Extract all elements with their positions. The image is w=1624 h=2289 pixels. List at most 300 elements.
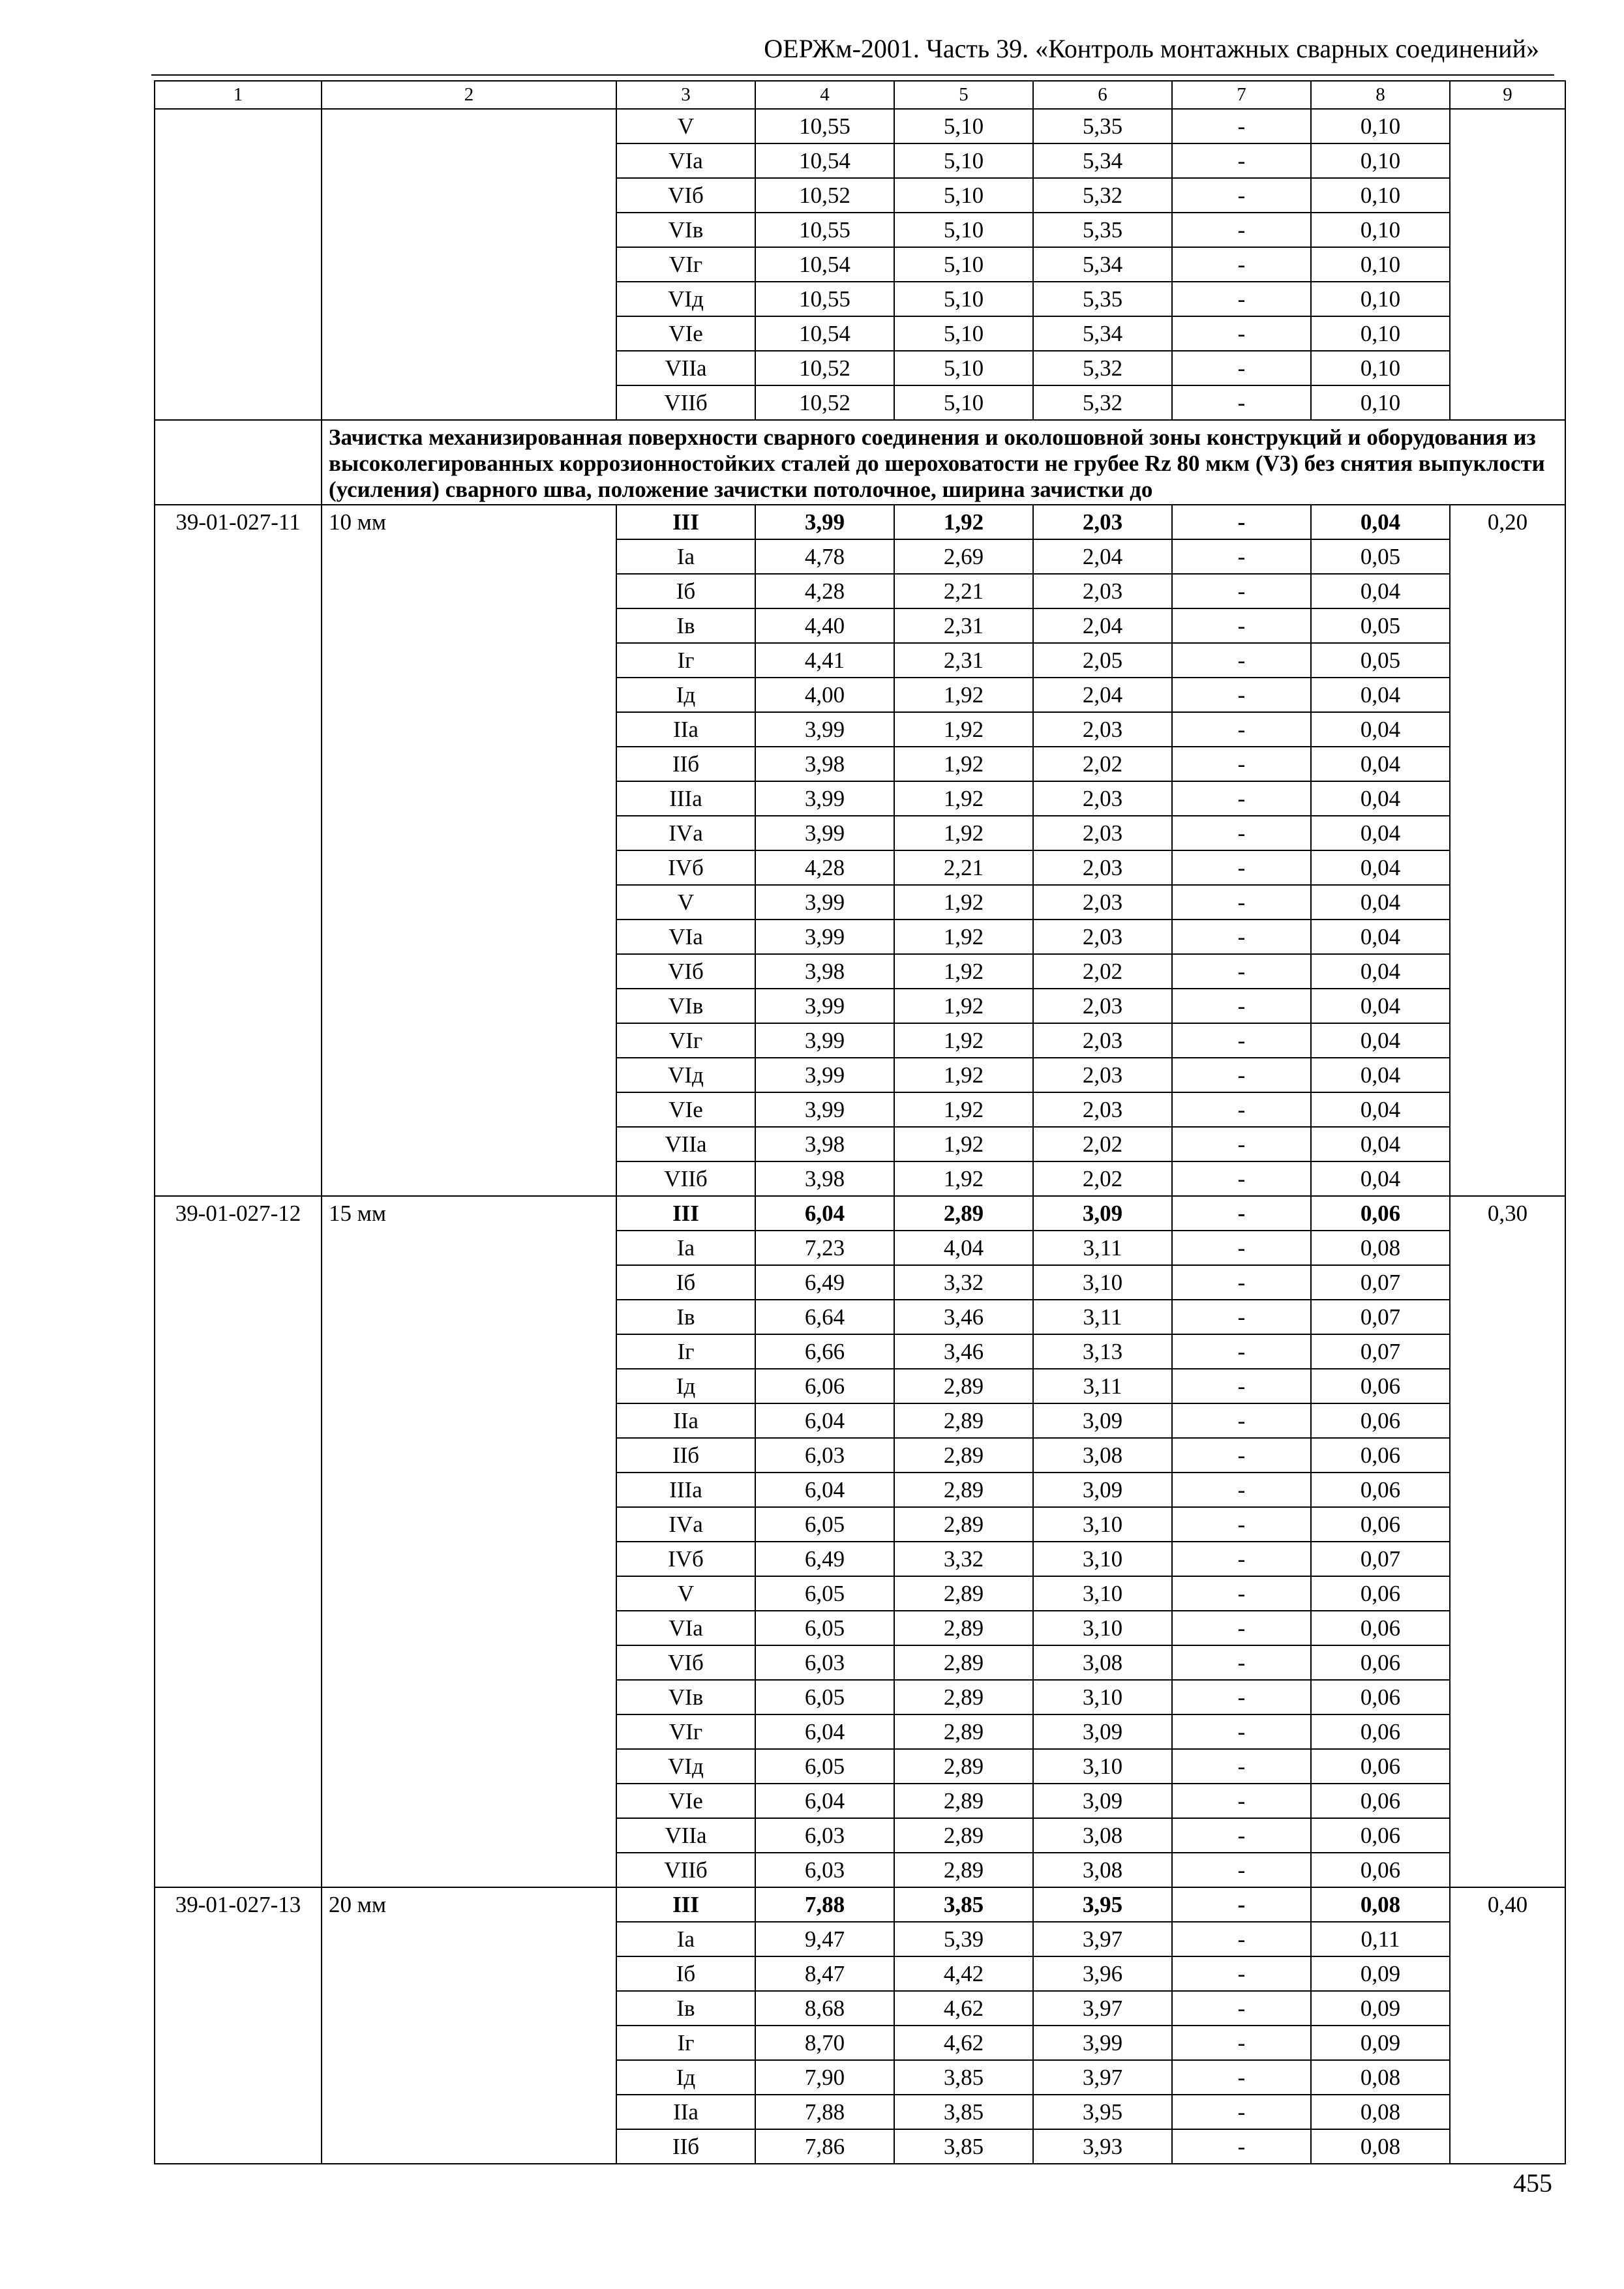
value-cell: 3,97 [1033,1991,1172,2026]
value-cell: 5,35 [1033,109,1172,143]
value-cell: VIв [616,989,755,1023]
value-cell: 0,06 [1311,1749,1450,1784]
col9-cell: 0,20 [1450,505,1565,1196]
value-cell: - [1172,574,1311,608]
value-cell: 6,04 [755,1403,894,1438]
value-cell: 8,47 [755,1956,894,1991]
running-header: ОЕРЖм-2001. Часть 39. «Контроль монтажных сварных соединений» [764,34,1539,63]
value-cell: 2,89 [894,1818,1033,1853]
value-cell: 2,89 [894,1645,1033,1680]
value-cell: 2,04 [1033,678,1172,712]
value-cell: VIIа [616,351,755,385]
value-cell: 3,85 [894,2060,1033,2095]
value-cell: 3,32 [894,1265,1033,1300]
value-cell: 0,05 [1311,608,1450,643]
value-cell: 2,03 [1033,781,1172,816]
value-cell: 1,92 [894,954,1033,989]
value-cell: 2,89 [894,1473,1033,1507]
value-cell: 4,40 [755,608,894,643]
value-cell: 3,11 [1033,1300,1172,1334]
value-cell: 2,89 [894,1403,1033,1438]
value-cell: 3,97 [1033,2060,1172,2095]
value-cell: 2,89 [894,1680,1033,1714]
value-cell: 3,09 [1033,1714,1172,1749]
value-cell: 3,98 [755,747,894,781]
value-cell: - [1172,1092,1311,1127]
value-cell: 2,03 [1033,885,1172,920]
value-cell: 3,09 [1033,1196,1172,1231]
value-cell: - [1172,885,1311,920]
value-cell: 5,34 [1033,143,1172,178]
value-cell: IIб [616,747,755,781]
value-cell: 0,06 [1311,1473,1450,1507]
value-cell: 4,00 [755,678,894,712]
value-cell: 5,32 [1033,351,1172,385]
value-cell: 3,09 [1033,1784,1172,1818]
value-cell: 4,62 [894,2026,1033,2060]
value-cell: 3,96 [1033,1956,1172,1991]
value-cell: 2,03 [1033,1092,1172,1127]
rates-table [154,80,1566,2164]
value-cell: 6,04 [755,1784,894,1818]
value-cell: VIа [616,920,755,954]
value-cell: VIв [616,213,755,247]
value-cell: 3,99 [1033,2026,1172,2060]
value-cell: V [616,1576,755,1611]
value-cell: 10,52 [755,385,894,420]
value-cell: - [1172,643,1311,678]
value-cell: 2,03 [1033,850,1172,885]
value-cell: - [1172,539,1311,574]
value-cell: - [1172,781,1311,816]
column-number-cell: 6 [1033,81,1172,109]
value-cell: III [616,505,755,539]
value-cell: 5,35 [1033,282,1172,316]
value-cell: 3,08 [1033,1438,1172,1473]
value-cell: - [1172,1991,1311,2026]
value-cell: VIIа [616,1127,755,1161]
value-cell: 1,92 [894,712,1033,747]
value-cell: VIIб [616,1161,755,1196]
col9-cell: 0,30 [1450,1196,1565,1887]
value-cell: - [1172,316,1311,351]
value-cell: 5,10 [894,213,1033,247]
value-cell: 2,03 [1033,1058,1172,1092]
value-cell: 0,06 [1311,1784,1450,1818]
value-cell: VIа [616,1611,755,1645]
value-cell: 10,54 [755,247,894,282]
page-number: 455 [1513,2168,1552,2198]
value-cell: 3,99 [755,505,894,539]
value-cell: 3,09 [1033,1473,1172,1507]
value-cell: 1,92 [894,816,1033,850]
value-cell: VIIб [616,385,755,420]
value-cell: Iв [616,1300,755,1334]
value-cell: 3,99 [755,1092,894,1127]
header-rule [151,74,1554,76]
value-cell: 3,09 [1033,1403,1172,1438]
value-cell: 0,07 [1311,1542,1450,1576]
value-cell: VIг [616,247,755,282]
value-cell: 1,92 [894,989,1033,1023]
value-cell: 10,54 [755,316,894,351]
value-cell: 0,07 [1311,1265,1450,1300]
value-cell: 0,10 [1311,143,1450,178]
value-cell: 3,11 [1033,1369,1172,1403]
value-cell: - [1172,1784,1311,1818]
value-cell: - [1172,989,1311,1023]
value-cell: 2,04 [1033,539,1172,574]
value-cell: 6,05 [755,1680,894,1714]
value-cell: 0,08 [1311,1887,1450,1922]
value-cell: 5,10 [894,316,1033,351]
value-cell: IIб [616,1438,755,1473]
value-cell: 2,21 [894,850,1033,885]
value-cell: 6,05 [755,1507,894,1542]
value-cell: 0,08 [1311,2095,1450,2129]
value-cell: Iв [616,608,755,643]
value-cell: Iа [616,1231,755,1265]
value-cell: Iб [616,574,755,608]
value-cell: 3,85 [894,2129,1033,2164]
value-cell: 0,04 [1311,574,1450,608]
code-cell: 39-01-027-13 [155,1887,322,2164]
value-cell: VIд [616,1058,755,1092]
value-cell: VIа [616,143,755,178]
value-cell: 4,41 [755,643,894,678]
value-cell: - [1172,1749,1311,1784]
value-cell: 5,32 [1033,385,1172,420]
value-cell: III [616,1887,755,1922]
value-cell: 3,32 [894,1542,1033,1576]
value-cell: 0,06 [1311,1576,1450,1611]
value-cell: 7,86 [755,2129,894,2164]
value-cell: - [1172,1473,1311,1507]
value-cell: - [1172,1887,1311,1922]
value-cell: 0,04 [1311,1127,1450,1161]
value-cell: 2,05 [1033,643,1172,678]
value-cell: 5,39 [894,1922,1033,1956]
value-cell: 4,28 [755,574,894,608]
value-cell: 0,06 [1311,1853,1450,1887]
value-cell: - [1172,1680,1311,1714]
value-cell: 6,03 [755,1438,894,1473]
value-cell: IIб [616,2129,755,2164]
value-cell: IIIа [616,781,755,816]
value-cell: VIе [616,1784,755,1818]
value-cell: 10,52 [755,178,894,213]
value-cell: 2,31 [894,643,1033,678]
value-cell: - [1172,1956,1311,1991]
value-cell: 7,23 [755,1231,894,1265]
value-cell: - [1172,1231,1311,1265]
value-cell: Iа [616,539,755,574]
value-cell: 2,03 [1033,816,1172,850]
value-cell: - [1172,1127,1311,1161]
value-cell: 1,92 [894,747,1033,781]
value-cell: Iб [616,1265,755,1300]
value-cell: 2,89 [894,1784,1033,1818]
value-cell: Iб [616,1956,755,1991]
value-cell: 6,64 [755,1300,894,1334]
value-cell: 2,89 [894,1576,1033,1611]
value-cell: 3,85 [894,1887,1033,1922]
column-number-cell: 4 [755,81,894,109]
value-cell: 0,04 [1311,850,1450,885]
value-cell: 1,92 [894,678,1033,712]
value-cell: 3,10 [1033,1576,1172,1611]
value-cell: - [1172,1300,1311,1334]
value-cell: 0,08 [1311,1231,1450,1265]
value-cell: 2,04 [1033,608,1172,643]
value-cell: 0,09 [1311,1991,1450,2026]
value-cell: - [1172,178,1311,213]
value-cell: 0,05 [1311,643,1450,678]
value-cell: 1,92 [894,885,1033,920]
value-cell: 3,99 [755,885,894,920]
value-cell: - [1172,1334,1311,1369]
value-cell: - [1172,2026,1311,2060]
value-cell: 0,08 [1311,2060,1450,2095]
value-cell: 2,02 [1033,954,1172,989]
value-cell: - [1172,143,1311,178]
value-cell: 0,06 [1311,1507,1450,1542]
value-cell: - [1172,1369,1311,1403]
value-cell: 4,04 [894,1231,1033,1265]
value-cell: 0,06 [1311,1714,1450,1749]
value-cell: - [1172,1611,1311,1645]
value-cell: 5,32 [1033,178,1172,213]
value-cell: 5,34 [1033,316,1172,351]
value-cell: - [1172,920,1311,954]
value-cell: 0,04 [1311,747,1450,781]
column-number-cell: 7 [1172,81,1311,109]
value-cell: 3,08 [1033,1645,1172,1680]
value-cell: - [1172,1023,1311,1058]
value-cell: 2,31 [894,608,1033,643]
value-cell: 2,89 [894,1369,1033,1403]
value-cell: 0,04 [1311,989,1450,1023]
col9-cell: 0,40 [1450,1887,1565,2164]
value-cell: - [1172,2129,1311,2164]
table-row-main [155,1196,1565,1231]
value-cell: - [1172,1818,1311,1853]
value-cell: Iв [616,1991,755,2026]
value-cell: 10,52 [755,351,894,385]
column-number-cell: 3 [616,81,755,109]
value-cell: 0,10 [1311,109,1450,143]
value-cell: 0,04 [1311,1092,1450,1127]
value-cell: 0,11 [1311,1922,1450,1956]
column-number-cell: 1 [155,81,322,109]
value-cell: 5,10 [894,247,1033,282]
value-cell: VIб [616,954,755,989]
value-cell: 0,04 [1311,1058,1450,1092]
value-cell: 3,98 [755,1127,894,1161]
value-cell: 5,10 [894,109,1033,143]
value-cell: 6,03 [755,1818,894,1853]
value-cell: - [1172,1265,1311,1300]
value-cell: 6,49 [755,1265,894,1300]
value-cell: 0,04 [1311,678,1450,712]
value-cell: 3,08 [1033,1853,1172,1887]
value-cell: 4,78 [755,539,894,574]
value-cell: - [1172,1922,1311,1956]
value-cell: 3,85 [894,2095,1033,2129]
column-number-row [155,81,1565,109]
value-cell: 6,03 [755,1645,894,1680]
value-cell: VIг [616,1023,755,1058]
value-cell: Iд [616,1369,755,1403]
value-cell: 2,03 [1033,574,1172,608]
value-cell: 0,09 [1311,1956,1450,1991]
value-cell: - [1172,1403,1311,1438]
column-number-cell: 9 [1450,81,1565,109]
value-cell: 0,04 [1311,920,1450,954]
value-cell: 2,03 [1033,1023,1172,1058]
value-cell: Iд [616,2060,755,2095]
value-cell: 0,04 [1311,1023,1450,1058]
value-cell: 2,03 [1033,989,1172,1023]
value-cell: 6,03 [755,1853,894,1887]
value-cell: 3,46 [894,1300,1033,1334]
value-cell: 0,06 [1311,1369,1450,1403]
value-cell: 3,99 [755,781,894,816]
value-cell: 7,90 [755,2060,894,2095]
value-cell: 3,10 [1033,1507,1172,1542]
value-cell: 6,05 [755,1576,894,1611]
value-cell: 0,09 [1311,2026,1450,2060]
value-cell: 3,95 [1033,1887,1172,1922]
value-cell: IIа [616,2095,755,2129]
value-cell: 10,55 [755,282,894,316]
column-number-cell: 8 [1311,81,1450,109]
value-cell: - [1172,109,1311,143]
section-heading-row [155,420,1565,505]
value-cell: 0,04 [1311,781,1450,816]
value-cell: 0,04 [1311,816,1450,850]
value-cell: 5,10 [894,385,1033,420]
value-cell: 4,42 [894,1956,1033,1991]
value-cell: 3,99 [755,1023,894,1058]
value-cell: III [616,1196,755,1231]
value-cell: VIг [616,1714,755,1749]
value-cell: 6,04 [755,1196,894,1231]
value-cell: Iа [616,1922,755,1956]
value-cell: 10,55 [755,213,894,247]
value-cell: VIб [616,1645,755,1680]
value-cell: 5,10 [894,178,1033,213]
value-cell: - [1172,1542,1311,1576]
value-cell: 6,66 [755,1334,894,1369]
value-cell: 6,04 [755,1714,894,1749]
value-cell: 3,93 [1033,2129,1172,2164]
value-cell: 3,99 [755,816,894,850]
value-cell: 0,06 [1311,1403,1450,1438]
col9-cell [1450,109,1565,420]
value-cell: 0,04 [1311,1161,1450,1196]
value-cell: 4,62 [894,1991,1033,2026]
value-cell: 3,99 [755,920,894,954]
value-cell: 0,08 [1311,2129,1450,2164]
value-cell: 3,10 [1033,1542,1172,1576]
value-cell: 6,04 [755,1473,894,1507]
value-cell: VIIа [616,1818,755,1853]
value-cell: 5,10 [894,351,1033,385]
value-cell: VIв [616,1680,755,1714]
code-cell [155,109,322,420]
value-cell: - [1172,1058,1311,1092]
section-code-cell [155,420,322,505]
value-cell: - [1172,2060,1311,2095]
value-cell: 0,10 [1311,282,1450,316]
value-cell: 0,06 [1311,1438,1450,1473]
value-cell: 1,92 [894,920,1033,954]
value-cell: 0,06 [1311,1680,1450,1714]
value-cell: Iг [616,1334,755,1369]
value-cell: - [1172,678,1311,712]
value-cell: 1,92 [894,1161,1033,1196]
value-cell: - [1172,1576,1311,1611]
value-cell: 3,95 [1033,2095,1172,2129]
value-cell: 0,04 [1311,954,1450,989]
column-number-cell: 5 [894,81,1033,109]
value-cell: 0,04 [1311,712,1450,747]
value-cell: 3,11 [1033,1231,1172,1265]
value-cell: 2,02 [1033,1161,1172,1196]
value-cell: 2,89 [894,1853,1033,1887]
value-cell: 8,68 [755,1991,894,2026]
name-cell [322,109,616,420]
value-cell: 10,55 [755,109,894,143]
section-heading: Зачистка механизированная поверхности сварного соединения и околошовной зоны конструкций и оборудования из высоколегированных коррозионностойких сталей до шероховатости не грубее Rz 80 мкм (V3) без снятия выпуклости (усиления) сварного шва, положение зачистки потолочное, ширина зачистки до [322,420,1565,505]
value-cell: 0,06 [1311,1818,1450,1853]
value-cell: 6,06 [755,1369,894,1403]
name-cell: 10 мм [322,505,616,1196]
value-cell: 7,88 [755,1887,894,1922]
value-cell: 2,03 [1033,712,1172,747]
value-cell: 2,03 [1033,505,1172,539]
value-cell: 0,10 [1311,178,1450,213]
value-cell: 0,05 [1311,539,1450,574]
value-cell: 3,46 [894,1334,1033,1369]
value-cell: 0,06 [1311,1196,1450,1231]
value-cell: 3,13 [1033,1334,1172,1369]
value-cell: 1,92 [894,1058,1033,1092]
value-cell: 3,10 [1033,1265,1172,1300]
value-cell: 3,97 [1033,1922,1172,1956]
value-cell: 1,92 [894,1023,1033,1058]
value-cell: IVб [616,1542,755,1576]
value-cell: - [1172,1853,1311,1887]
value-cell: - [1172,816,1311,850]
value-cell: - [1172,1196,1311,1231]
value-cell: 2,03 [1033,920,1172,954]
value-cell: 3,10 [1033,1749,1172,1784]
value-cell: 2,89 [894,1611,1033,1645]
value-cell: - [1172,1161,1311,1196]
value-cell: 3,99 [755,1058,894,1092]
value-cell: - [1172,1507,1311,1542]
value-cell: 3,99 [755,989,894,1023]
value-cell: 0,04 [1311,885,1450,920]
value-cell: IVа [616,1507,755,1542]
value-cell: - [1172,505,1311,539]
value-cell: VIе [616,1092,755,1127]
value-cell: 2,89 [894,1196,1033,1231]
value-cell: - [1172,608,1311,643]
value-cell: 2,02 [1033,1127,1172,1161]
